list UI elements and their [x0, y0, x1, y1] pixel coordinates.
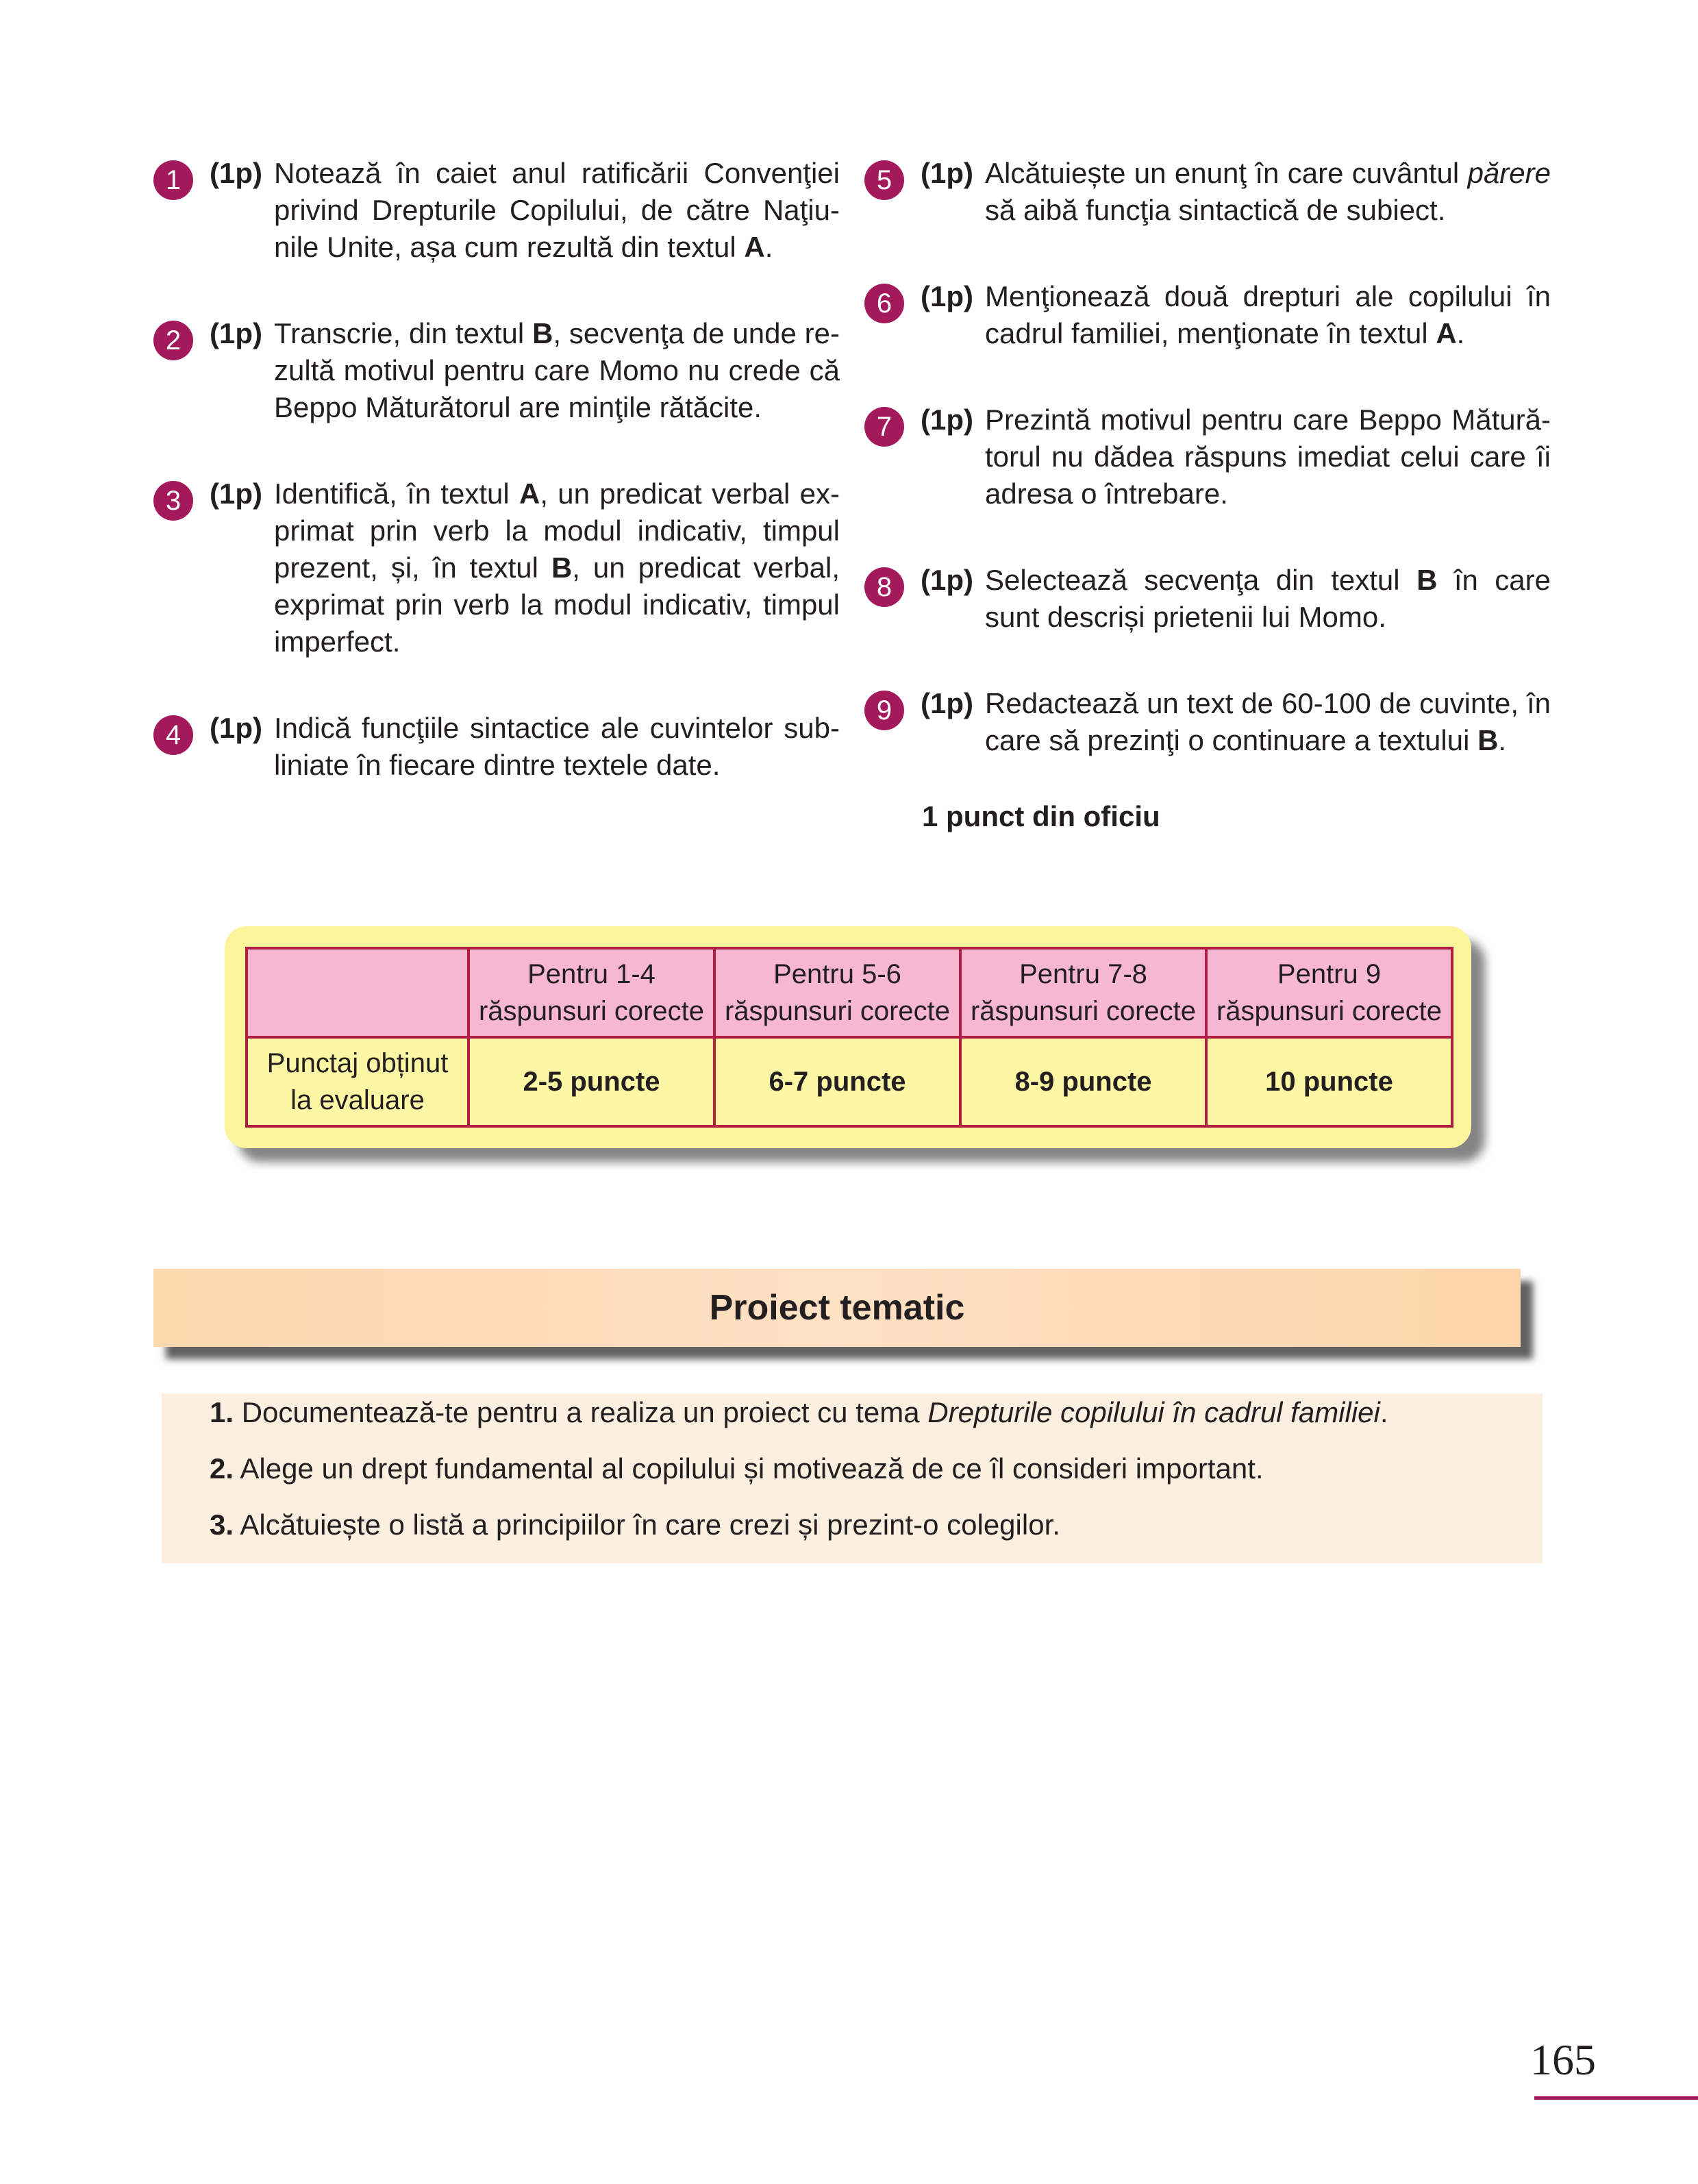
project-box — [162, 1393, 1543, 1563]
question-text — [985, 401, 1551, 512]
bonus-point-note: 1 punct din oficiu — [922, 800, 1160, 832]
question-text — [985, 562, 1551, 636]
score-value-cell: 6-7 puncte — [714, 1037, 960, 1126]
question-text — [985, 685, 1551, 759]
page-number: 165 — [1530, 2035, 1596, 2084]
question-item — [153, 710, 840, 784]
question-text — [274, 475, 840, 660]
score-table-value-row — [247, 1037, 1452, 1126]
score-value-cell: 10 puncte — [1206, 1037, 1452, 1126]
header-cell: Pentru 7-8 răspunsuri corecte — [960, 948, 1206, 1037]
text-run: Alcătuiește o listă a principiilor în care crezi și prezint-o colegilor. — [240, 1509, 1060, 1541]
score-table-frame — [225, 926, 1471, 1148]
text-run: Prezintă motivul pentru care Beppo Măturătorul nu dădea răspuns imediat celui care îi adresa o întrebare. — [985, 404, 1551, 510]
points-label: (1p) — [921, 157, 973, 189]
question-item — [864, 562, 1551, 636]
questions-left-column — [153, 155, 840, 784]
question-text — [274, 710, 840, 784]
bold-run: A — [744, 231, 765, 263]
project-item — [210, 1509, 1060, 1541]
project-item-number: 2. — [210, 1452, 234, 1485]
question-item — [864, 685, 1551, 759]
text-run: să aibă funcţia sintactică de subiect. — [985, 194, 1446, 226]
project-item-text — [240, 1452, 1263, 1485]
text-run: Transcrie, din textul — [274, 317, 533, 349]
question-item — [864, 401, 1551, 512]
bold-run: A — [519, 477, 540, 510]
text-run: . — [764, 231, 773, 263]
text-run: . — [1379, 1396, 1388, 1428]
points-label: (1p) — [210, 712, 262, 744]
points-label: (1p) — [921, 564, 973, 596]
number-badge-icon: 4 — [153, 715, 193, 755]
page-number-rule — [1534, 2096, 1698, 2100]
number-badge-icon: 8 — [864, 567, 904, 607]
header-cell: Pentru 5-6 răspunsuri corecte — [714, 948, 960, 1037]
project-item-text — [242, 1396, 1388, 1428]
number-badge-icon: 9 — [864, 691, 904, 730]
question-text — [274, 315, 840, 426]
text-run: , un predicat verbal, exprimat prin verb la modul indicativ, timpul imperfect. — [274, 551, 840, 658]
number-badge-icon: 3 — [153, 481, 193, 521]
points-label: (1p) — [921, 404, 973, 436]
number-badge-icon: 1 — [153, 160, 193, 200]
text-run: , un predicat verbal exprimat prin verb la modul indicativ, timpul prezent, și, în textul — [274, 477, 840, 584]
project-item-text — [240, 1509, 1060, 1541]
question-item — [864, 278, 1551, 352]
text-run: , secvenţa de unde rezultă motivul pentru care Momo nu crede că Beppo Măturătorul are minţile rătăcite. — [274, 317, 840, 423]
points-label: (1p) — [921, 280, 973, 312]
italic-run: părere — [1467, 157, 1551, 189]
text-run: Documentează-te pentru a realiza un proiect cu tema — [241, 1396, 928, 1428]
text-run: în care sunt descriși prietenii lui Momo. — [985, 564, 1551, 633]
number-badge-icon: 5 — [864, 160, 904, 200]
text-run: Menţionează două drepturi ale copilului în cadrul familiei, menţionate în textul — [985, 280, 1551, 349]
text-run: Identifică, în textul — [274, 477, 519, 510]
questions-right-column — [864, 155, 1551, 759]
bold-run: B — [532, 317, 553, 349]
points-label: (1p) — [210, 317, 262, 349]
points-label: (1p) — [921, 687, 973, 719]
project-title: Proiect tematic — [153, 1269, 1521, 1347]
row-label-cell: Punctaj obținut la evaluare — [247, 1037, 469, 1126]
project-item-number: 1. — [210, 1396, 234, 1428]
question-text — [985, 155, 1551, 229]
bold-run: B — [1477, 724, 1499, 756]
question-item — [864, 155, 1551, 229]
score-value-cell: 8-9 puncte — [960, 1037, 1206, 1126]
project-item-number: 3. — [210, 1509, 234, 1541]
text-run: Alcătuiește un enunţ în care cuvântul — [985, 157, 1468, 189]
points-label: (1p) — [210, 477, 262, 510]
score-value-cell: 2-5 puncte — [469, 1037, 714, 1126]
text-run: . — [1456, 317, 1465, 349]
project-item — [210, 1396, 1388, 1429]
question-item — [153, 475, 840, 660]
bold-run: B — [1416, 564, 1438, 596]
text-run: Alege un drept fundamental al copilului și motivează de ce îl consideri important. — [240, 1452, 1264, 1485]
header-cell-empty — [247, 948, 469, 1037]
number-badge-icon: 7 — [864, 407, 904, 447]
question-item — [153, 315, 840, 426]
text-run: Notează în caiet anul ratificării Convenţiei privind Drepturile Copilului, de către Naţiunile Unite, așa cum rezultă din textul — [274, 157, 840, 263]
question-item — [153, 155, 840, 266]
header-cell: Pentru 9 răspunsuri corecte — [1206, 948, 1452, 1037]
text-run: . — [1498, 724, 1507, 756]
number-badge-icon: 6 — [864, 284, 904, 323]
italic-run: Drepturile copilului în cadrul familiei — [927, 1396, 1380, 1428]
bold-run: A — [1436, 317, 1457, 349]
project-item — [210, 1452, 1264, 1485]
question-text — [985, 278, 1551, 352]
text-run: Selectează secvenţa din textul — [985, 564, 1417, 596]
points-label: (1p) — [210, 157, 262, 189]
header-cell: Pentru 1-4 răspunsuri corecte — [469, 948, 714, 1037]
text-run: Redactează un text de 60-100 de cuvinte, în care să prezinţi o continuare a textului — [985, 687, 1551, 756]
bold-run: B — [551, 551, 573, 584]
score-table — [245, 947, 1453, 1128]
text-run: Indică funcţiile sintactice ale cuvintelor subliniate în fiecare dintre textele date. — [274, 712, 840, 781]
question-text — [274, 155, 840, 266]
number-badge-icon: 2 — [153, 321, 193, 360]
score-table-header-row — [247, 948, 1452, 1037]
